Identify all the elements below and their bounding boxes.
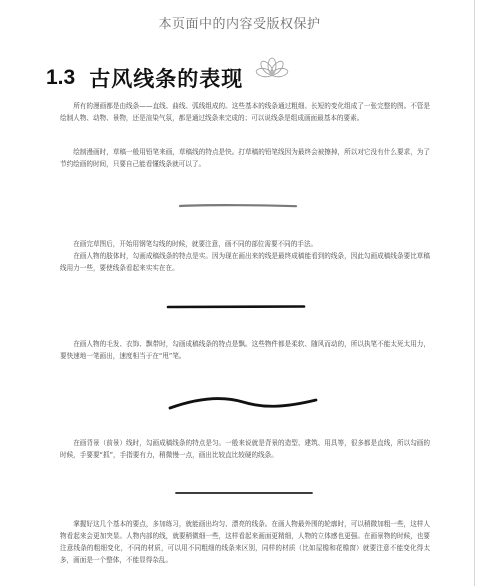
block2-paragraph-2: 在画人物的肢体时，勾画成稿线条的特点是实。因为现在画出来的线是最终成稿能看到的线条，因此勾画成稿线条要比草稿线用力一些，要使线条看起来实实在在。 bbox=[60, 252, 430, 272]
block4-paragraph-1: 在画背景（前景）线时，勾画成稿线条的特点是匀。一般来说就是背景的造型、建筑、用具等，很多都是直线，所以勾画的时候，手要要“抓”，手指要有力，稍微慢一点，画出比较直比较硬的线条。 bbox=[60, 439, 430, 459]
block3-paragraph-1: 在画人物的毛发、衣饰、飘带时，勾画成稿线条的特点是飘。这些物件都是柔软、随风而动的，所以执笔不能太死太用力，要快速地一笔画出，速度相当于在“甩”笔。 bbox=[60, 340, 430, 360]
section-title: 古风线条的表现 bbox=[89, 67, 244, 91]
block2-paragraph-1: 在画完草图后，开始用钢笔勾线的时候，就要注意，画不同的部位需要不同的手法。 bbox=[73, 240, 318, 248]
section-heading bbox=[46, 60, 243, 96]
even-line-stroke bbox=[174, 488, 314, 498]
sketch-line-stroke bbox=[178, 200, 298, 212]
copyright-notice: 本页面中的内容受版权保护 bbox=[158, 17, 321, 32]
flowing-line-stroke bbox=[168, 388, 318, 418]
page-edge-divider bbox=[474, 0, 475, 586]
block5-paragraph-1: 掌握好这几个基本的要点，多加练习，就能画出均匀、漂亮的线条。在画人物最外围的轮廓时，可以稍微加粗一些，这样人物看起来会更加突显。人物内部的线，就要稍微细一些，这样看起来画面更精细，人物的立体感也更强。在画景物的时候，也要注意线条的粗细变化，不同的材质，可以用不同粗细的线条来区别，同样的材质（比如屋檐和花檐窗）就要注意不能变化得太多，画面是一个整体，不能显得杂乱。 bbox=[60, 520, 430, 564]
intro-paragraph-2: 绘制漫画时，草稿一般用铅笔来画，草稿线的特点是快。打草稿的铅笔线因为最终会被擦掉，所以对它没有什么要求，为了节约绘画的时间，只要自己能看懂线条就可以了。 bbox=[60, 148, 430, 168]
solid-line-stroke bbox=[166, 300, 306, 314]
flower-ornament-icon bbox=[254, 57, 290, 93]
intro-paragraph-1: 所有的漫画都是由线条——直线、曲线、弧线组成的。这些基本的线条通过粗细、长短的变化组成了一张完整的图。不管是绘制人物、动物、景物，还是渲染气氛，都是通过线条来完成的；可以说线条是组成画面最基本的要素。 bbox=[60, 102, 430, 122]
section-number: 1.3 bbox=[46, 66, 76, 89]
